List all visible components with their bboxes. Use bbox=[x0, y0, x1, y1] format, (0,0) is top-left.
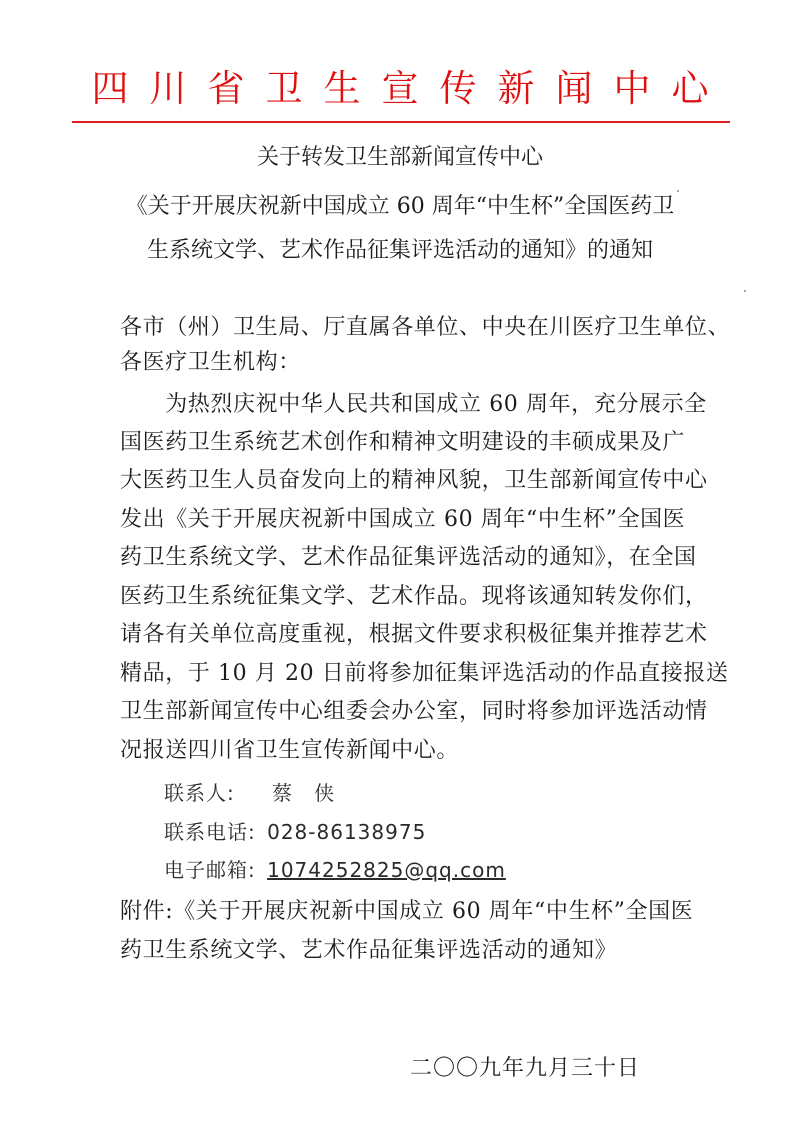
body-line-10: 况报送四川省卫生宣传新闻中心。 bbox=[120, 738, 460, 763]
issue-date: 二〇〇九年九月三十日 bbox=[410, 1056, 641, 1081]
body-line-3: 大医药卫生人员奋发向上的精神风貌，卫生部新闻宣传中心 bbox=[120, 468, 708, 493]
organization-header: 四川省卫生宣传新闻中心 bbox=[91, 67, 730, 110]
contact-person-row bbox=[164, 779, 335, 807]
attachment-line-1: 附件:《关于开展庆祝新中国成立 60 周年“中生杯”全国医 bbox=[120, 899, 694, 924]
body-line-7: 请各有关单位高度重视，根据文件要求积极征集并推荐艺术 bbox=[120, 622, 708, 647]
body-line-5: 药卫生系统文学、艺术作品征集评选活动的通知》，在全国 bbox=[120, 545, 697, 570]
recipients-line-2: 各医疗卫生机构： bbox=[120, 350, 301, 375]
contact-person-label: 联系人: bbox=[164, 781, 235, 805]
scan-speck bbox=[744, 290, 746, 292]
attachment-line-2: 药卫生系统文学、艺术作品征集评选活动的通知》 bbox=[120, 938, 618, 963]
header-divider-line bbox=[72, 121, 730, 123]
body-line-1: 为热烈庆祝中华人民共和国成立 60 周年，充分展示全 bbox=[120, 392, 707, 417]
contact-phone-value: 028-86138975 bbox=[267, 820, 427, 844]
contact-phone-row bbox=[164, 818, 426, 846]
contact-email-link[interactable]: 1074252825@qq.com bbox=[267, 858, 506, 882]
document-title-line-2: 《关于开展庆祝新中国成立 60 周年“中生杯”全国医药卫 bbox=[125, 194, 675, 219]
body-line-8: 精品，于 10 月 20 日前将参加征集评选活动的作品直接报送 bbox=[120, 661, 729, 686]
contact-person-value: 蔡 侠 bbox=[272, 781, 336, 805]
body-line-6: 医药卫生系统征集文学、艺术作品。现将该通知转发你们， bbox=[120, 584, 708, 609]
contact-phone-label: 联系电话: bbox=[164, 820, 256, 844]
document-title-line-1: 关于转发卫生部新闻宣传中心 bbox=[256, 145, 543, 170]
contact-email-label: 电子邮箱: bbox=[164, 858, 256, 882]
body-line-9: 卫生部新闻宣传中心组委会办公室，同时将参加评选活动情 bbox=[120, 699, 708, 724]
recipients-line-1: 各市（州）卫生局、厅直属各单位、中央在川医疗卫生单位、 bbox=[120, 315, 731, 340]
body-line-2: 国医药卫生系统艺术创作和精神文明建设的丰硕成果及广 bbox=[120, 430, 686, 455]
scan-speck bbox=[677, 190, 679, 192]
contact-email-row bbox=[164, 856, 506, 884]
document-title-line-3: 生系统文学、艺术作品征集评选活动的通知》的通知 bbox=[146, 238, 653, 263]
body-line-4: 发出《关于开展庆祝新中国成立 60 周年“中生杯”全国医 bbox=[120, 507, 686, 532]
